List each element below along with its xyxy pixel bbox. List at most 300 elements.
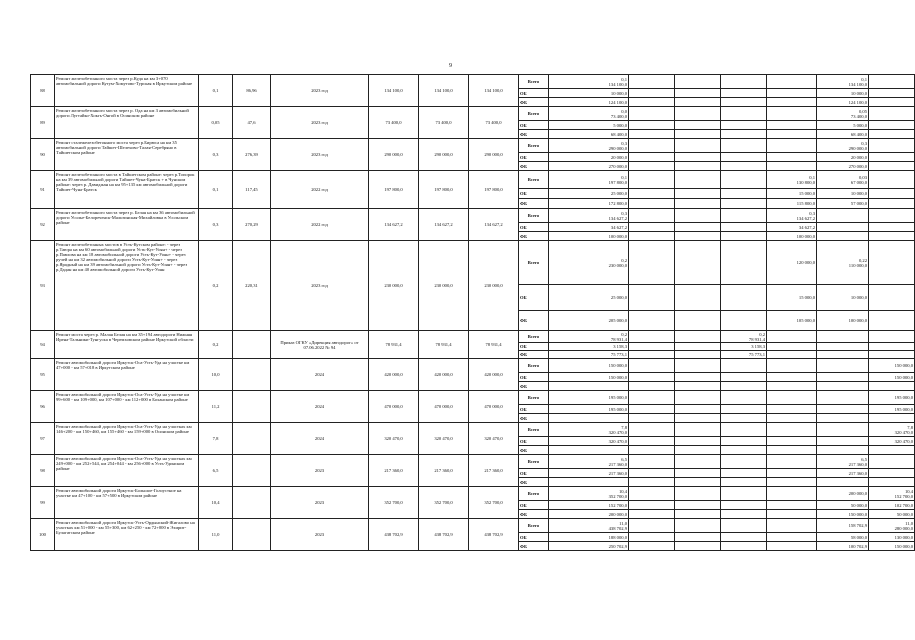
- funding-col-b: [675, 98, 721, 107]
- cost-3: 134 100,0: [469, 75, 519, 107]
- funding-col-a: [629, 189, 675, 199]
- cost-3: 134 627,2: [469, 209, 519, 241]
- repair-objects-table: [30, 74, 915, 551]
- funding-col-d: [767, 510, 817, 519]
- funding-total: [549, 89, 629, 98]
- funding-col-a: [629, 139, 675, 153]
- cost-2: 320 470,0: [419, 423, 469, 455]
- funding-type: ОБ: [519, 343, 549, 351]
- object-km: [233, 359, 271, 391]
- funding-type: Всего: [519, 209, 549, 223]
- funding-total-a: 68 400,0: [610, 131, 627, 137]
- object-km: [233, 423, 271, 455]
- funding-total-b: 197 800,0: [608, 179, 627, 185]
- funding-col-d: [767, 469, 817, 478]
- cost-2: 197 800,0: [419, 171, 469, 209]
- funding-col-c: [721, 501, 767, 510]
- funding-col-e-b: 67 000,0: [850, 179, 867, 185]
- funding-total-a: 0,0: [621, 108, 627, 114]
- funding-col-f: [869, 542, 915, 551]
- object-km: 276,39: [233, 139, 271, 171]
- funding-col-a: [629, 359, 675, 373]
- funding-col-d: [767, 414, 817, 423]
- object-description: Ремонт железобетонного моста в Тайшетском районе: через р.Топорок на км 39 автомобильной дороги Тайшет-Чуна-Братск + в Чунском районе: через р. Давиджан на км 95+135 км автомобильной дороги Тайшет-Чуна-Братск: [55, 171, 199, 209]
- funding-type: Всего: [519, 241, 549, 285]
- funding-col-d: [767, 533, 817, 542]
- funding-col-f: [869, 343, 915, 351]
- funding-col-c: [721, 311, 767, 331]
- funding-col-e-a: 100 000,0: [848, 318, 867, 323]
- funding-col-e: [817, 343, 869, 351]
- funding-total-b: 78 931,4: [610, 336, 627, 342]
- funding-col-f: [869, 382, 915, 391]
- funding-col-a: [629, 89, 675, 98]
- funding-col-f: [869, 241, 915, 285]
- object-description: Ремонт железобетонного моста через р. Белая на км 36 автомобильной дороги Усолье-Белореченск-Мальтинская-Михайловка в Усольском районе: [55, 209, 199, 241]
- funding-total-a: 195 000,0: [608, 395, 627, 400]
- funding-total-a: 0,3: [621, 210, 627, 216]
- funding-total-b: 134 100,0: [608, 81, 627, 87]
- object-length: 0,2: [199, 331, 233, 359]
- funding-total: [549, 223, 629, 232]
- object-length: 11,2: [199, 391, 233, 423]
- funding-col-a: [629, 343, 675, 351]
- funding-col-d: [767, 285, 817, 311]
- funding-col-f: [869, 130, 915, 139]
- funding-col-e-a: 100 702,9: [848, 543, 867, 549]
- funding-col-c: [721, 153, 767, 162]
- funding-col-e-a: 150 000,0: [848, 511, 867, 517]
- funding-col-b: [675, 130, 721, 139]
- funding-col-b: [675, 107, 721, 121]
- funding-col-f: [869, 89, 915, 98]
- funding-col-e-a: 0,3: [861, 140, 867, 146]
- cost-2: 352 700,0: [419, 487, 469, 519]
- funding-total-a: 0,2: [621, 331, 627, 337]
- funding-col-e: [817, 414, 869, 423]
- funding-col-e-a: 10 000,0: [850, 191, 867, 196]
- funding-col-d: [767, 241, 817, 285]
- cost-2: 290 000,0: [419, 139, 469, 171]
- funding-col-c: [721, 446, 767, 455]
- funding-total: [549, 382, 629, 391]
- funding-col-e: [817, 478, 869, 487]
- funding-total: [549, 487, 629, 501]
- funding-col-f-a: 150 000,0: [894, 363, 913, 368]
- cost-2: 134 100,0: [419, 75, 469, 107]
- funding-col-a: [629, 414, 675, 423]
- funding-col-d: [767, 139, 817, 153]
- funding-col-d: [767, 223, 817, 232]
- funding-type: ФБ: [519, 351, 549, 359]
- funding-col-e-a: 50 000,0: [850, 502, 867, 508]
- object-km: [233, 455, 271, 487]
- funding-col-b: [675, 359, 721, 373]
- funding-total-b: 352 700,0: [608, 493, 627, 499]
- funding-col-f: [869, 162, 915, 171]
- object-year: 2023 год: [271, 139, 369, 171]
- funding-type: ФБ: [519, 414, 549, 423]
- funding-total-a: 124 100,0: [608, 99, 627, 105]
- funding-total: [549, 359, 629, 373]
- funding-col-f: [869, 189, 915, 199]
- funding-col-f-a: 11,0: [905, 520, 913, 526]
- cost-2: 73 400,0: [419, 107, 469, 139]
- funding-col-e: [817, 359, 869, 373]
- funding-type: ФБ: [519, 130, 549, 139]
- object-description: Ремонт железобетонных мостов в Усть-Кутском районе: - через р.Таюра на км 60 автомобильной дороги Усть-Кут-Уоян+ - через р.Павлова на км 18 автомобильной дороги Усть-Кут-Уоян+ - через ручей на км 32 автомобильной дороги Усть-Кут-Уоян+ - через р.Ярадный на км 39 автомобильной дороги Усть-Кут-Уоян+ - через р.Дадан на км 40 автомобильной дороги Усть-Кут-Уоян: [55, 241, 199, 331]
- funding-col-e-b: 217 360,0: [848, 461, 867, 467]
- funding-col-e-a: 68 400,0: [850, 131, 867, 137]
- funding-col-b: [675, 542, 721, 551]
- funding-type: ФБ: [519, 311, 549, 331]
- funding-total: [549, 343, 629, 351]
- total-cost: 470 000,0: [369, 391, 419, 423]
- table-row: [31, 107, 915, 121]
- object-length: 0,1: [199, 171, 233, 209]
- cost-2: 78 931,4: [419, 331, 469, 359]
- funding-col-e-a: 0,1: [861, 76, 867, 82]
- row-number: 90: [31, 139, 55, 171]
- funding-type: Всего: [519, 107, 549, 121]
- funding-total: [549, 232, 629, 241]
- funding-col-c: [721, 209, 767, 223]
- funding-col-a: [629, 373, 675, 382]
- funding-total: [549, 130, 629, 139]
- object-description: Ремонт автомобильной дороги Иркутск-Оса-Усть-Уда на участках км 249+000 - км 252+544, км 254+044 - км 256+000 в Усть-Удинском районе: [55, 455, 199, 487]
- funding-col-b: [675, 519, 721, 533]
- funding-col-f: [869, 519, 915, 533]
- funding-col-a: [629, 405, 675, 414]
- funding-col-a: [629, 455, 675, 469]
- funding-col-a: [629, 437, 675, 446]
- funding-col-d: [767, 487, 817, 501]
- funding-col-d: [767, 311, 817, 331]
- funding-col-c: [721, 223, 767, 232]
- funding-col-f-a: 150 000,0: [894, 543, 913, 549]
- object-km: [233, 487, 271, 519]
- table-body: [31, 75, 915, 551]
- funding-col-e-a: 5 000,0: [853, 122, 867, 128]
- cost-3: 197 800,0: [469, 171, 519, 209]
- funding-col-f: [869, 487, 915, 501]
- object-description: Ремонт автомобильной дороги Иркутск-Большое-Голоустное на участке км 47+100 - км 57+500 в Иркутском районе: [55, 487, 199, 519]
- funding-type: Всего: [519, 359, 549, 373]
- funding-col-f-b: 280 000,0: [894, 525, 913, 531]
- cost-2: 420 000,0: [419, 359, 469, 391]
- funding-type: Всего: [519, 423, 549, 437]
- funding-col-e: [817, 437, 869, 446]
- funding-total: [549, 542, 629, 551]
- funding-col-e-a: 124 100,0: [848, 99, 867, 105]
- funding-col-f: [869, 423, 915, 437]
- funding-total: [549, 455, 629, 469]
- funding-col-b: [675, 478, 721, 487]
- funding-col-a: [629, 351, 675, 359]
- funding-total-a: 217 360,0: [608, 470, 627, 476]
- funding-col-b: [675, 343, 721, 351]
- funding-col-c: [721, 455, 767, 469]
- object-year: 2023 год: [271, 107, 369, 139]
- object-year: 2023: [271, 519, 369, 551]
- funding-col-e-b: 73 400,0: [850, 113, 867, 119]
- funding-total-a: 5 000,0: [613, 122, 627, 128]
- funding-col-f: [869, 373, 915, 382]
- funding-total: [549, 405, 629, 414]
- object-length: 6,5: [199, 455, 233, 487]
- funding-col-a: [629, 209, 675, 223]
- funding-col-d: [767, 478, 817, 487]
- funding-col-d: [767, 382, 817, 391]
- funding-total: [549, 189, 629, 199]
- funding-col-b: [675, 487, 721, 501]
- funding-col-c: [721, 359, 767, 373]
- funding-col-c: [721, 162, 767, 171]
- funding-col-f: [869, 232, 915, 241]
- funding-total: [549, 446, 629, 455]
- funding-col-b: [675, 75, 721, 89]
- funding-col-e: [817, 209, 869, 223]
- funding-col-c: [721, 171, 767, 189]
- funding-col-b: [675, 199, 721, 209]
- funding-total: [549, 107, 629, 121]
- object-length: 0,3: [199, 209, 233, 241]
- funding-col-b: [675, 446, 721, 455]
- funding-total-a: 11,0: [619, 520, 627, 526]
- funding-col-a: [629, 285, 675, 311]
- total-cost: 134 100,0: [369, 75, 419, 107]
- total-cost: 217 360,0: [369, 455, 419, 487]
- funding-col-c: [721, 285, 767, 311]
- funding-type: ОБ: [519, 121, 549, 130]
- object-km: [233, 331, 271, 359]
- total-cost: 438 702,9: [369, 519, 419, 551]
- object-km: 220,31: [233, 241, 271, 331]
- funding-total-a: 0,1: [621, 76, 627, 82]
- funding-col-d: [767, 359, 817, 373]
- object-km: 270,29: [233, 209, 271, 241]
- funding-col-f: [869, 501, 915, 510]
- funding-col-e: [817, 189, 869, 199]
- funding-total-a: 270 000,0: [608, 163, 627, 169]
- cost-2: 470 000,0: [419, 391, 469, 423]
- funding-col-a: [629, 241, 675, 285]
- funding-col-a: [629, 75, 675, 89]
- funding-col-d: [767, 153, 817, 162]
- row-number: 96: [31, 391, 55, 423]
- funding-col-e: [817, 533, 869, 542]
- funding-total-a: 152 700,0: [608, 502, 627, 508]
- funding-total: [549, 469, 629, 478]
- funding-col-e: [817, 232, 869, 241]
- funding-type: ОБ: [519, 501, 549, 510]
- funding-total: [549, 171, 629, 189]
- funding-col-c: [721, 75, 767, 89]
- row-number: 89: [31, 107, 55, 139]
- funding-col-f-a: 320 470,0: [894, 438, 913, 444]
- object-length: 0,05: [199, 107, 233, 139]
- funding-col-d-a: 15 000,0: [798, 295, 815, 300]
- funding-type: Всего: [519, 331, 549, 343]
- funding-col-e: [817, 89, 869, 98]
- funding-col-c: [721, 189, 767, 199]
- funding-total-a: 20 000,0: [610, 154, 627, 160]
- funding-col-f: [869, 391, 915, 405]
- funding-col-a: [629, 199, 675, 209]
- funding-col-c: [721, 469, 767, 478]
- table-row: [31, 455, 915, 469]
- funding-col-a: [629, 478, 675, 487]
- funding-col-f: [869, 311, 915, 331]
- funding-col-c: [721, 199, 767, 209]
- funding-col-f: [869, 121, 915, 130]
- funding-col-d: [767, 232, 817, 241]
- funding-type: ОБ: [519, 285, 549, 311]
- funding-col-c-a: 0,2: [759, 331, 765, 337]
- funding-type: Всего: [519, 75, 549, 89]
- funding-col-e: [817, 487, 869, 501]
- funding-col-d: [767, 162, 817, 171]
- cost-3: 290 000,0: [469, 139, 519, 171]
- table-row: [31, 209, 915, 223]
- funding-col-d: [767, 542, 817, 551]
- funding-col-c: [721, 510, 767, 519]
- row-number: 93: [31, 241, 55, 331]
- funding-col-e: [817, 519, 869, 533]
- funding-col-e: [817, 469, 869, 478]
- funding-col-e: [817, 285, 869, 311]
- object-length: 11,0: [199, 519, 233, 551]
- funding-total: [549, 75, 629, 89]
- object-description: Ремонт моста через р. Малая Белая на км 35+194 автодороги Нижняя Ирена-Тальники-Тунгуска в Черемховском районе Иркутской области: [55, 331, 199, 359]
- funding-col-b: [675, 171, 721, 189]
- funding-col-e: [817, 542, 869, 551]
- funding-col-b: [675, 391, 721, 405]
- funding-total-a: 195 000,0: [608, 406, 627, 412]
- object-km: [233, 519, 271, 551]
- funding-col-c: [721, 437, 767, 446]
- funding-col-f: [869, 359, 915, 373]
- funding-total: [549, 311, 629, 331]
- funding-col-e: [817, 446, 869, 455]
- funding-col-c: [721, 414, 767, 423]
- object-length: 0,3: [199, 139, 233, 171]
- funding-col-b: [675, 382, 721, 391]
- total-cost: 230 000,0: [369, 241, 419, 331]
- funding-col-a: [629, 331, 675, 343]
- funding-type: ОБ: [519, 189, 549, 199]
- funding-col-e-a: 6,5: [861, 456, 867, 462]
- funding-col-d: [767, 373, 817, 382]
- funding-col-f-a: 50 000,0: [896, 511, 913, 517]
- funding-col-c: [721, 405, 767, 414]
- funding-total: [549, 533, 629, 542]
- funding-col-b: [675, 153, 721, 162]
- funding-col-d: [767, 189, 817, 199]
- funding-col-e: [817, 199, 869, 209]
- funding-col-e-b: 134 100,0: [848, 81, 867, 87]
- funding-col-f-a: 150 000,0: [894, 374, 913, 380]
- funding-col-b: [675, 209, 721, 223]
- funding-col-c: [721, 139, 767, 153]
- funding-col-d: [767, 519, 817, 533]
- funding-col-c: [721, 241, 767, 285]
- funding-total: [549, 98, 629, 107]
- table-row: [31, 391, 915, 405]
- funding-col-d-b: 130 800,0: [796, 179, 815, 185]
- total-cost: 352 700,0: [369, 487, 419, 519]
- funding-col-e: [817, 153, 869, 162]
- funding-col-f: [869, 478, 915, 487]
- object-year: 2024: [271, 359, 369, 391]
- funding-total: [549, 351, 629, 359]
- funding-col-e: [817, 121, 869, 130]
- object-length: 0,1: [199, 75, 233, 107]
- funding-col-f-a: 195 000,0: [894, 406, 913, 412]
- funding-total-a: 150 000,0: [608, 374, 627, 380]
- funding-total: [549, 162, 629, 171]
- object-km: 86,96: [233, 75, 271, 107]
- funding-total-a: 25 000,0: [610, 191, 627, 196]
- funding-col-e: [817, 107, 869, 121]
- funding-col-d-a: 0,1: [809, 174, 815, 180]
- funding-total-a: 320 470,0: [608, 438, 627, 444]
- funding-col-c: [721, 478, 767, 487]
- funding-total: [549, 153, 629, 162]
- funding-col-a: [629, 382, 675, 391]
- funding-col-e-a: 58 000,0: [850, 534, 867, 540]
- funding-col-f: [869, 331, 915, 343]
- funding-total: [549, 391, 629, 405]
- funding-total-a: 3 158,3: [613, 344, 627, 349]
- total-cost: 197 800,0: [369, 171, 419, 209]
- funding-col-d: [767, 107, 817, 121]
- funding-col-b: [675, 373, 721, 382]
- funding-col-f: [869, 209, 915, 223]
- funding-total-b: 290 000,0: [608, 145, 627, 151]
- funding-col-e: [817, 162, 869, 171]
- funding-col-e: [817, 455, 869, 469]
- funding-total-a: 205 000,0: [608, 318, 627, 323]
- funding-total-a: 172 800,0: [608, 201, 627, 206]
- funding-total-a: 150 000,0: [608, 363, 627, 368]
- funding-col-c: [721, 487, 767, 501]
- funding-total-a: 0,2: [621, 257, 627, 263]
- cost-2: 217 360,0: [419, 455, 469, 487]
- funding-col-d: [767, 331, 817, 343]
- funding-col-d: [767, 501, 817, 510]
- funding-col-e: [817, 373, 869, 382]
- funding-type: ОБ: [519, 405, 549, 414]
- funding-col-b: [675, 285, 721, 311]
- row-number: 100: [31, 519, 55, 551]
- cost-3: 73 400,0: [469, 107, 519, 139]
- funding-col-d: [767, 437, 817, 446]
- row-number: 97: [31, 423, 55, 455]
- cost-3: 438 702,9: [469, 519, 519, 551]
- funding-col-e: [817, 75, 869, 89]
- funding-col-e-b: 110 000,0: [848, 262, 867, 268]
- object-length: 0,2: [199, 241, 233, 331]
- row-number: 99: [31, 487, 55, 519]
- funding-col-c: [721, 373, 767, 382]
- funding-col-d-b: 134 627,2: [796, 215, 815, 221]
- object-year: Приказ ОГКУ «Дирекция автодорог» от 07.06.2022 № 94: [271, 331, 369, 359]
- object-km: [233, 391, 271, 423]
- funding-total-a: 75 773,1: [610, 352, 627, 357]
- funding-total-a: 188 000,0: [608, 534, 627, 540]
- object-year: 2023: [271, 455, 369, 487]
